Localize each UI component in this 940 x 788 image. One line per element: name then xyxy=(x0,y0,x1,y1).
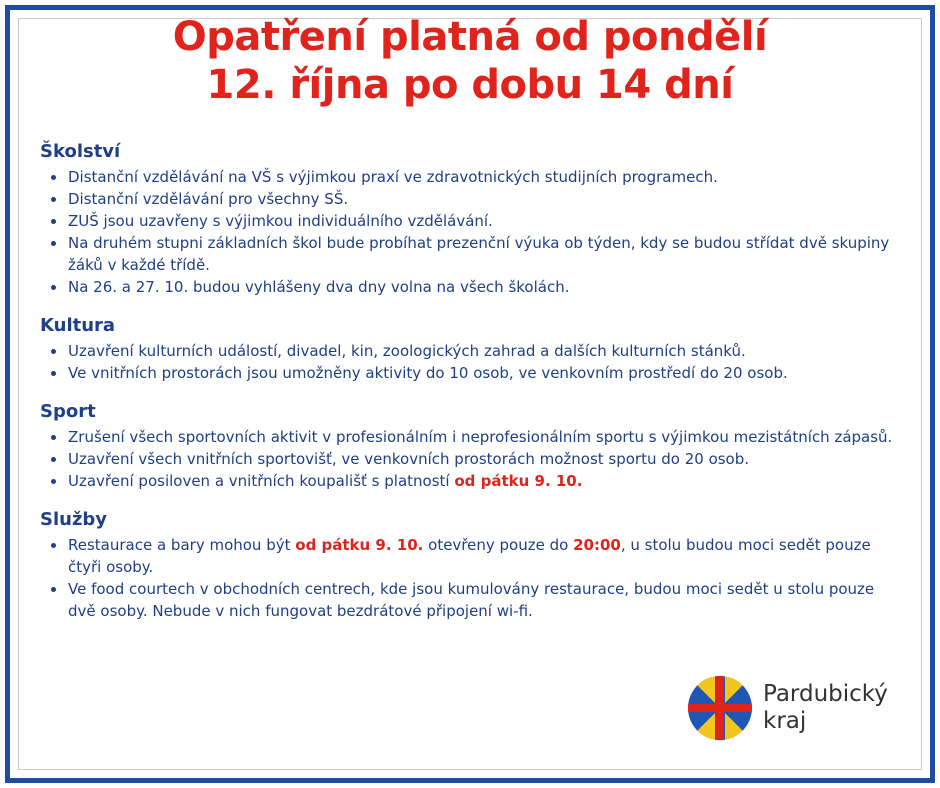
list-item: ZUŠ jsou uzavřeny s výjimkou individuálního vzdělávání. xyxy=(40,210,900,232)
section-heading-sport: Sport xyxy=(40,401,96,422)
page-title xyxy=(0,13,940,109)
list-item: Distanční vzdělávání na VŠ s výjimkou praxí ve zdravotnických studijních programech. xyxy=(40,166,900,188)
section-heading-skolstvi: Školství xyxy=(40,141,121,162)
region-emblem-icon xyxy=(688,676,752,740)
list-item-text: otevřeny pouze do xyxy=(423,536,574,554)
list-item: Distanční vzdělávání pro všechny SŠ. xyxy=(40,188,900,210)
section-list-sluzby xyxy=(40,534,900,622)
list-item xyxy=(40,470,900,492)
list-item: Ve vnitřních prostorách jsou umožněny aktivity do 10 osob, ve venkovním prostředí do 20 osob. xyxy=(40,362,900,384)
logo-line-2: kraj xyxy=(763,708,807,734)
list-item-text: , u stolu budou moci sedět pouze čtyři osoby. xyxy=(68,536,871,576)
logo-line-1: Pardubický xyxy=(763,681,888,707)
title-line-1: Opatření platná od pondělí xyxy=(172,14,768,60)
title-line-2: 12. října po dobu 14 dní xyxy=(206,62,734,108)
section-list-skolstvi xyxy=(40,166,900,298)
section-heading-kultura: Kultura xyxy=(40,315,116,336)
list-item-text: Uzavření posiloven a vnitřních koupališť s platností xyxy=(68,472,455,490)
section-list-kultura xyxy=(40,340,900,384)
list-item: Uzavření všech vnitřních sportovišť, ve venkovních prostorách možnost sportu do 20 osob. xyxy=(40,448,900,470)
date-highlight: od pátku 9. 10. xyxy=(295,536,424,554)
measures-content xyxy=(40,141,900,639)
section-heading-sluzby: Služby xyxy=(40,509,108,530)
pardubicky-kraj-logo xyxy=(688,676,908,742)
list-item: Na druhém stupni základních škol bude probíhat prezenční výuka ob týden, kdy se budou střídat dvě skupiny žáků v každé třídě. xyxy=(40,232,900,276)
list-item: Uzavření kulturních událostí, divadel, kin, zoologických zahrad a dalších kulturních stánků. xyxy=(40,340,900,362)
section-list-sport xyxy=(40,426,900,492)
list-item: Zrušení všech sportovních aktivit v profesionálním i neprofesionálním sportu s výjimkou mezistátních zápasů. xyxy=(40,426,900,448)
time-highlight: 20:00 xyxy=(573,536,621,554)
date-highlight: od pátku 9. 10. xyxy=(454,472,583,490)
list-item: Ve food courtech v obchodních centrech, kde jsou kumulovány restaurace, budou moci sedět u stolu pouze dvě osoby. Nebude v nich fungovat bezdrátové připojení wi-fi. xyxy=(40,578,900,622)
list-item xyxy=(40,534,900,578)
emblem-cross-horizontal xyxy=(688,704,752,712)
logo-wordmark xyxy=(763,681,888,735)
list-item: Na 26. a 27. 10. budou vyhlášeny dva dny volna na všech školách. xyxy=(40,276,900,298)
list-item-text: Restaurace a bary mohou být xyxy=(68,536,296,554)
